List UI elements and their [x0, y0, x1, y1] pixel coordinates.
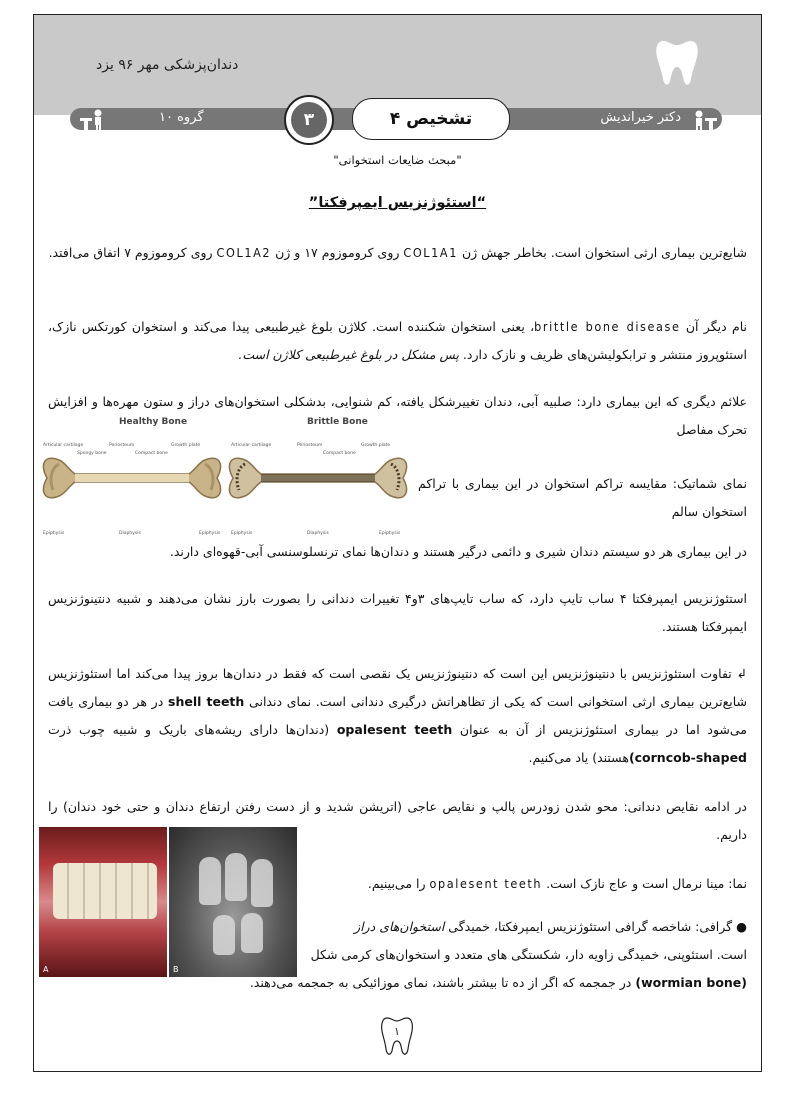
bone-label: Growth plate — [361, 443, 391, 448]
text: (دندان‌ها دارای ریشه‌های باریک و شبیه چوب ذرت — [48, 722, 330, 737]
text: روی کروموزوم ۷ اتفاق می‌افتد. — [48, 245, 213, 260]
text: را می‌بینیم. — [367, 876, 426, 891]
paragraph-6 — [48, 585, 747, 641]
bone-label: Periosteum — [109, 443, 135, 448]
text: ↲ تفاوت استئوژنزیس با دنتینوژنزیس این است که دنتینوژنزیس یک نقصی است که فقط در دندان‌ها بروز پیدا می‌کند اما استئوژنزیس شایع‌ترین بیماری ارثی استخوانی است که یکی از تظاهراتش درگیری دندانی است. نمای دندانی — [48, 666, 748, 709]
paragraph-10-c — [48, 969, 747, 997]
text: در جمجمه که اگر از ده تا بیشتر باشند، نمای موزائیکی به جمجمه می‌دهند. — [249, 975, 632, 990]
text: نام دیگر آن — [685, 319, 747, 334]
tooth-logo-icon — [655, 37, 699, 89]
lecturer-name: دکتر خیراندیش — [600, 110, 681, 125]
photo-tag: A — [43, 965, 49, 974]
paragraph-10-b — [302, 941, 747, 969]
italic-note: پس مشکل در بلوغ غیرطبیعی کلاژن است. — [238, 347, 459, 362]
xray-tooth — [251, 859, 273, 907]
english-term: shell teeth — [168, 694, 245, 709]
paragraph-9 — [302, 870, 747, 898]
text: هستند) یاد می‌کنیم. — [528, 750, 629, 765]
bone-label: Spongy bone — [77, 451, 107, 456]
bone-label: Diaphysis — [119, 531, 141, 536]
group-label: گروه ۱۰ — [159, 110, 204, 125]
bone-label: Epiphysis — [379, 531, 401, 536]
teacher-icon — [693, 109, 719, 133]
text: ، یعنی استخوان شکننده است. کلاژن بلوغ غیرطبیعی پیدا می‌کند و استخوان کورتکس نازک، استئوپروز منتشر و ترابکولیشن‌های ظریف و نازک دارد. — [48, 319, 747, 362]
text: است. استئوپنی، خمیدگی زاویه دار، شکستگی های متعدد و استخوان‌های کرمی شکل — [310, 947, 747, 962]
clinical-teeth-photo — [39, 827, 167, 977]
xray-tooth — [199, 857, 221, 905]
bone-label: Epiphysis — [231, 531, 253, 536]
bone-label: Compact bone — [323, 451, 356, 456]
bone-label: Epiphysis — [43, 531, 65, 536]
section-heading: “استئوژنزیس ایمپرفکتا” — [308, 195, 487, 211]
school-name: دندان‌پزشکی مهر ۹۶ یزد — [96, 57, 239, 73]
italic-term: استخوان‌های دراز — [354, 919, 445, 934]
text: استئوژنزیس ایمپرفکتا ۴ ساب تایپ دارد، که ساب تایپ‌های ۳و۴ تغییرات دندانی را بصورت بارز نشان می‌دهند و شبیه دنتینوژنزیس ایمپرفکتا هستند. — [48, 591, 748, 634]
text: در این بیماری هر دو سیستم دندان شیری و دائمی درگیر هستند و دندان‌ها نمای ترنسلوسنسی آبی-قهوه‌ای دارند. — [169, 544, 747, 559]
subject-line: "مبحث ضایعات استخوانی" — [333, 153, 462, 167]
english-term: (corncob-shaped — [628, 750, 747, 765]
xray-tooth — [241, 913, 263, 953]
bone-label: Articular cartilage — [231, 443, 272, 448]
paragraph-7 — [48, 660, 747, 772]
paragraph-1 — [48, 239, 747, 267]
bone-label: Epiphysis — [199, 531, 221, 536]
text: نمای شماتیک: مقایسه تراکم استخوان در این بیماری با تراکم استخوان سالم — [418, 476, 747, 519]
bone-label: Compact bone — [135, 451, 168, 456]
brittle-bone-title: Brittle Bone — [307, 417, 368, 427]
page-number: ۱ — [394, 1025, 400, 1038]
paragraph-2 — [48, 313, 747, 369]
page-frame — [33, 14, 762, 1072]
english-term: opalesent teeth — [429, 876, 543, 891]
dental-xray-photo — [169, 827, 297, 977]
session-number-badge — [284, 95, 334, 145]
healthy-bone-title: Healthy Bone — [119, 417, 188, 427]
xray-tooth — [225, 853, 247, 901]
text: در هر دو بیماری یافت می‌شود اما در بیماری استئوژنزیس از آن به عنوان — [48, 694, 747, 737]
text: علائم دیگری که این بیماری دارد: صلبیه آبی، دندان تغییرشکل یافته، کم شنوایی، بدشکلی استخوان‌های دراز و ستون مهره‌ها و افزایش تحرک مفاصل — [48, 394, 747, 437]
bone-label: Periosteum — [297, 443, 323, 448]
paragraph-4 — [48, 470, 747, 526]
session-number: ۳ — [291, 102, 327, 138]
text: ● گرافی: شاخصه گرافی استئوژنزیس ایمپرفکتا، خمیدگی — [448, 919, 747, 934]
gene-name: COL1A1 — [403, 245, 458, 260]
page-number-tooth-icon — [380, 1015, 414, 1057]
lecture-title: تشخیص ۴ — [352, 98, 510, 140]
lecturer-podium-icon — [78, 108, 104, 132]
text: روی کروموزوم ۱۷ و ژن — [275, 245, 400, 260]
bone-label: Diaphysis — [307, 531, 329, 536]
photo-tag: B — [173, 965, 179, 974]
english-term: opalesent teeth — [336, 722, 453, 737]
bone-label: Growth plate — [171, 443, 201, 448]
english-term: brittle bone disease — [534, 319, 681, 334]
gene-name: COL1A2 — [216, 245, 272, 260]
text: شایع‌ترین بیماری ارثی استخوان است. بخاطر جهش ژن — [461, 245, 747, 260]
bone-label: Articular cartilage — [43, 443, 84, 448]
teeth-image — [53, 863, 157, 919]
text: نما: مینا نرمال است و عاج نازک است. — [546, 876, 747, 891]
text: در ادامه نقایص دندانی: محو شدن زودرس پالپ و نقایص عاجی (اتریشن شدید و از دست رفتن ارتفاع دندان و حتی خود دندان) را داریم. — [48, 799, 747, 842]
paragraph-5 — [48, 538, 747, 566]
paragraph-10-a — [302, 913, 747, 941]
english-term: (wormian bone) — [635, 975, 747, 990]
xray-tooth — [213, 915, 235, 955]
